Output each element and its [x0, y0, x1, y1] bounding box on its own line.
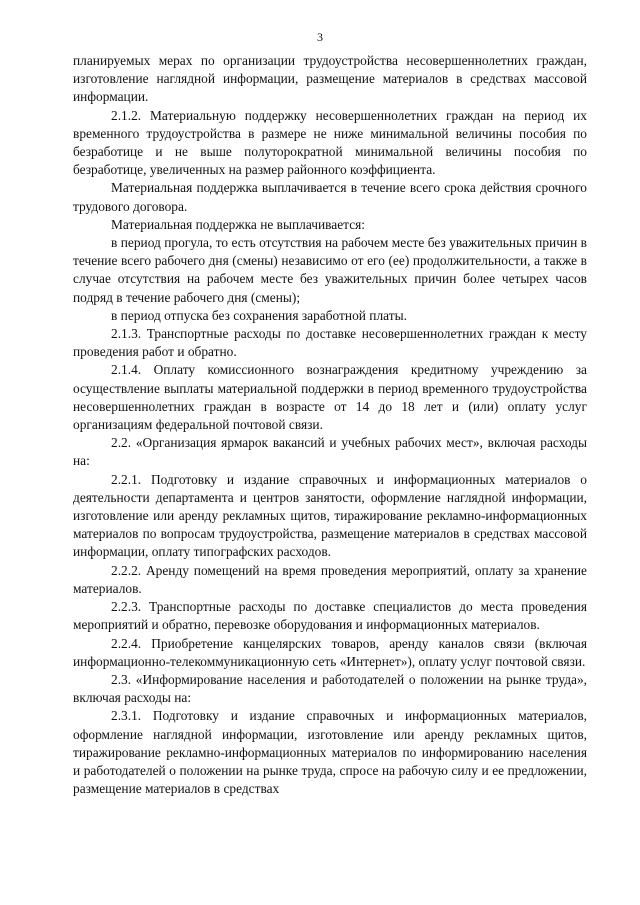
- paragraph-2-2-3: 2.2.3. Транспортные расходы по доставке специалистов до места проведения мероприятий и обратно, перевозке оборудования и информационных материалов.: [73, 599, 587, 633]
- paragraph-2-1-3: 2.1.3. Транспортные расходы по доставке несовершеннолетних граждан к месту проведения работ и обратно.: [73, 326, 587, 360]
- paragraph-2-2-1: 2.2.1. Подготовку и издание справочных и информационных материалов о деятельности департамента и центров занятости, оформление наглядной информации, изготовление или аренду рекламных щитов, тиражирование рекламно-информационных материалов по вопросам трудоустройства, размещение материалов в средствах массовой информации, оплату типографских расходов.: [73, 471, 587, 560]
- paragraph-2-1-2: 2.1.2. Материальную поддержку несовершеннолетних граждан на период их временного трудоустройства в размере не ниже минимальной величины пособия по безработице и не выше полуторократной минимальной величины пособия по безработице, увеличенных на размер районного коэффициента.: [73, 107, 587, 178]
- paragraph-2-2-2: 2.2.2. Аренду помещений на время проведения мероприятий, оплату за хранение материалов.: [73, 562, 587, 596]
- paragraph-2-1-4: 2.1.4. Оплату комиссионного вознаграждения кредитному учреждению за осуществление выплаты материальной поддержки в период временного трудоустройства несовершеннолетних граждан в возрасте от 14 до 18 лет и (или) оплату услуг организациям федеральной почтовой связи.: [73, 362, 587, 433]
- paragraph-2-2: 2.2. «Организация ярмарок вакансий и учебных рабочих мест», включая расходы на:: [73, 435, 587, 469]
- page-number: 3: [317, 30, 323, 44]
- paragraph-support-not-paid: Материальная поддержка не выплачивается:: [111, 216, 366, 232]
- paragraph-support-paid: Материальная поддержка выплачивается в течение всего срока действия срочного трудового договора.: [73, 180, 587, 214]
- paragraph-unpaid-leave: в период отпуска без сохранения заработной платы.: [111, 307, 407, 323]
- paragraph-2-3: 2.3. «Информирование населения и работодателей о положении на рынке труда», включая расходы на:: [73, 671, 587, 706]
- paragraph-truancy: в период прогула, то есть отсутствия на рабочем месте без уважительных причин в течение всего рабочего дня (смены) независимо от его (ее) продолжительности, а также в случае отсутствия на рабочем месте без уважительных причин более четырех часов подряд в течение рабочего дня (смены);: [73, 235, 587, 305]
- document-body: [73, 52, 587, 798]
- paragraph-continuation: планируемых мерах по организации трудоустройства несовершеннолетних граждан, изготовление наглядной информации, размещение материалов в средствах массовой информации.: [73, 53, 587, 105]
- paragraph-2-3-1: 2.3.1. Подготовку и издание справочных и информационных материалов, оформление наглядной информации, изготовление или аренду рекламных щитов, тиражирование рекламно-информационных материалов по информированию населения и работодателей о положении на рынке труда, спросе на рабочую силу и ее предложении, размещение материалов в средствах: [73, 708, 587, 797]
- paragraph-2-2-4: 2.2.4. Приобретение канцелярских товаров, аренду каналов связи (включая информационно-телекоммуникационную сеть «Интернет»), оплату услуг почтовой связи.: [73, 635, 587, 669]
